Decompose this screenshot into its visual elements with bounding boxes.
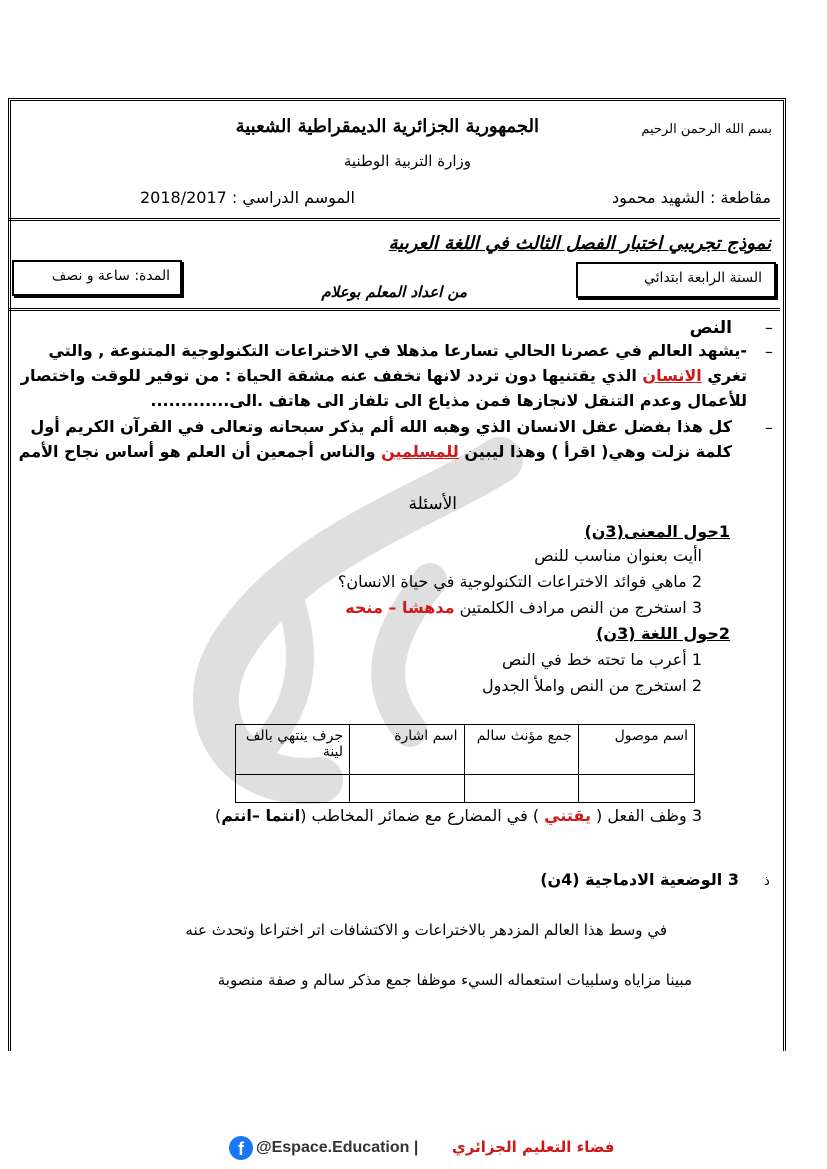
- ministry-title: وزارة التربية الوطنية: [343, 152, 471, 170]
- integration-line-2: مبينا مزاياه وسلبيات استعماله السيء موظفا جمع مذكر سالم و صفة منصوبة: [217, 971, 692, 989]
- fill-table: [235, 724, 695, 803]
- questions-heading: الأسئلة: [408, 494, 457, 514]
- paragraph-dash-1: –: [765, 342, 773, 361]
- text-line-5: [19, 442, 732, 461]
- table-header-cell: اسم موصول: [578, 725, 694, 775]
- table-cell[interactable]: [578, 775, 694, 803]
- language-q3-b: ) في المضارع مع ضمائر المخاطب (: [300, 806, 545, 825]
- season-label: الموسم الدراسي : 2018/2017: [140, 188, 355, 207]
- language-q3-a: 3 وظف الفعل (: [590, 806, 702, 825]
- language-q3-d: ): [215, 806, 222, 825]
- integration-marker: ذ: [764, 874, 770, 889]
- table-header-cell: جمع مؤنث سالم: [464, 725, 578, 775]
- text-line-5a: كلمة نزلت وهي( اقرأ ) وهذا ليبين: [458, 442, 732, 461]
- exam-title: نموذج تجريبي اختبار الفصل الثالث في اللغة العربية: [388, 233, 771, 254]
- district-label: مقاطعة : الشهيد محمود: [612, 188, 771, 207]
- table-cell[interactable]: [464, 775, 578, 803]
- author-line: من اعداد المعلم بوعلام: [321, 283, 467, 301]
- text-heading: النص: [689, 318, 732, 338]
- footer-brand: فضاء التعليم الجزائري: [452, 1138, 615, 1156]
- footer-handle[interactable]: @Espace.Education |: [256, 1139, 419, 1156]
- paragraph-dash-2: –: [765, 418, 773, 437]
- language-q1: 1 أعرب ما تحته خط في النص: [501, 650, 702, 669]
- basmala: بسم الله الرحمن الرحيم: [641, 122, 772, 137]
- language-q3-pronouns: انتما –انتم: [221, 806, 301, 825]
- text-line-3: للأعمال وعدم التنقل لانجازها فمن مذياع الى تلفاز الى هاتف .الى.............: [150, 391, 747, 410]
- table-row: [236, 725, 695, 775]
- table-header-cell: اسم اشارة: [350, 725, 465, 775]
- divider-header: [8, 218, 780, 221]
- republic-title: الجمهورية الجزائرية الديمقراطية الشعبية: [235, 116, 539, 137]
- text-line-2a: تغري: [701, 366, 747, 385]
- duration-text: المدة: ساعة و نصف: [51, 268, 170, 284]
- integration-title: 3 الوضعية الادماجية (4ن): [540, 870, 739, 889]
- meaning-q2: 2 ماهي فوائد الاختراعات التكنولوجية في حياة الانسان؟: [337, 572, 702, 591]
- table-header-cell: جرف ينتهي بالف لينة: [236, 725, 350, 775]
- text-heading-dash: –: [765, 318, 773, 337]
- language-section-title: 2حول اللغة (3ن): [596, 624, 730, 643]
- text-line-1: -يشهد العالم في عصرنا الحالي تسارعا مذهلا في الاختراعات التكنولوجية المتنوعة , والتي: [48, 341, 747, 360]
- divider-title: [8, 308, 780, 311]
- level-box: [576, 262, 776, 298]
- meaning-q3-text: 3 استخرج من النص مرادف الكلمتين: [454, 598, 702, 617]
- table-cell[interactable]: [350, 775, 465, 803]
- meaning-q3-words: مدهشا – منحه: [345, 598, 455, 617]
- language-q3-verb: يقتني: [544, 806, 591, 825]
- text-line-5b: والناس أجمعين أن العلم هو أساس نجاح الأمم: [18, 442, 382, 461]
- text-line-2-highlight: الانسان: [642, 366, 702, 385]
- text-line-5-highlight: للمسلمين: [381, 442, 459, 461]
- text-line-4: كل هذا بفضل عقل الانسان الذي وهبه الله ألم يذكر سبحانه وتعالى في القرآن الكريم أول: [30, 417, 732, 436]
- table-cell[interactable]: [236, 775, 350, 803]
- facebook-icon[interactable]: f: [229, 1136, 253, 1160]
- duration-box: [12, 260, 182, 296]
- integration-line-1: في وسط هذا العالم المزدهر بالاختراعات و الاكتشافات اتر اختراعا وتحدث عنه: [185, 921, 667, 939]
- meaning-q3: [345, 598, 702, 617]
- language-q2: 2 استخرج من النص واملأ الجدول: [482, 676, 702, 695]
- level-text: السنة الرابعة ابتدائي: [643, 270, 762, 286]
- text-line-2: [21, 366, 747, 385]
- table-row: [236, 775, 695, 803]
- text-line-2b: الذي يقتنيها دون تردد لانها تخفف عنه مشقة الحياة : من توفير للوقت واختصار: [20, 366, 643, 385]
- language-q3: [215, 806, 702, 825]
- meaning-q1: اأيت بعنوان مناسب للنص: [534, 546, 702, 565]
- meaning-section-title: 1حول المعنى(3ن): [584, 522, 730, 541]
